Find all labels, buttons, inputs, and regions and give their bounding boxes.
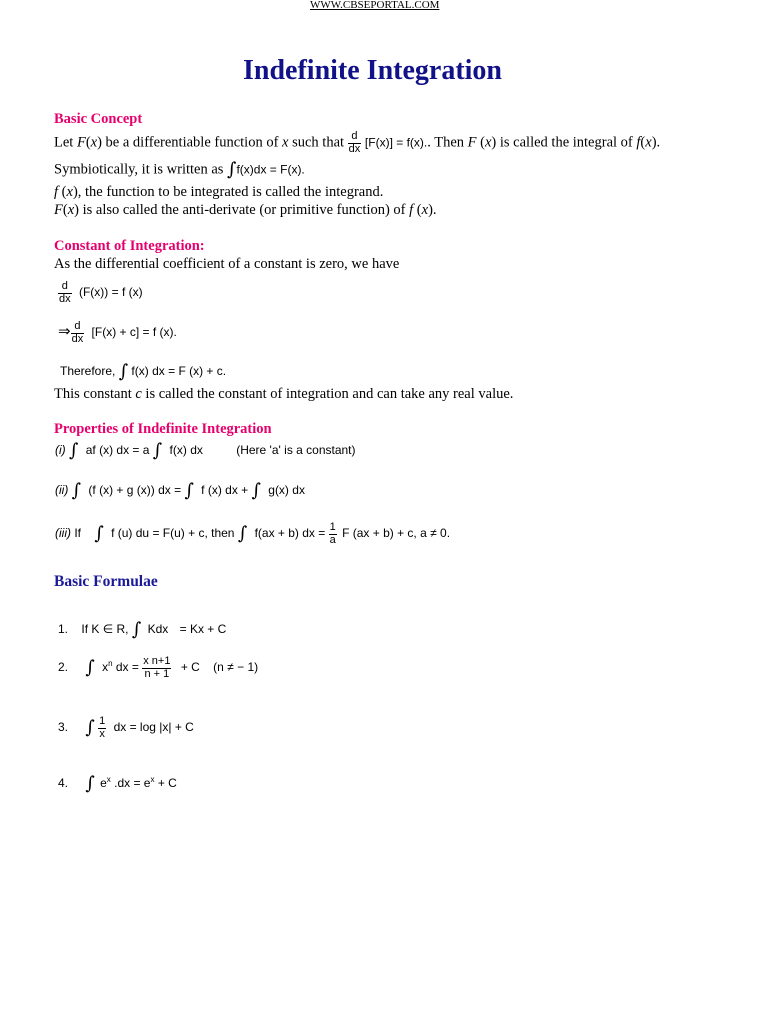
constant-eq-2: ⇒ $\frac{d}{dx}$ [F(x) + c] = f (x). (58, 320, 177, 345)
basic-line-2: Symbiotically, it is written as ∫f(x)dx = F(x). (54, 159, 305, 180)
integral-sign-icon: ∫ (85, 657, 95, 679)
section-heading-constant: Constant of Integration: (54, 238, 205, 254)
formula-2: 2. ∫ $x^n$ dx = $\frac{\text{x n+1}}{n + 1}$ + C (n ≠ − 1) (58, 655, 259, 680)
constant-outro: This constant c is called the constant of integration and can take any real value. (54, 386, 514, 402)
integral-sign-icon: ∫ (85, 773, 95, 794)
formula-3: 3. ∫ $\frac{1}{x}$ dx = log |x| + C (58, 715, 194, 740)
formula-1: 1. If K ∈ R, ∫ Kdx = Kx + C (58, 619, 227, 640)
integral-sign-icon: ∫ (85, 717, 95, 739)
integral-sign-icon: ∫ (237, 523, 248, 545)
integral-sign-icon: ∫ (227, 159, 237, 180)
integral-sign-icon: ∫ (184, 480, 194, 501)
constant-eq-3: Therefore, ∫ f(x) dx = F (x) + c. (60, 361, 227, 382)
basic-line-1: Let F(x) be a differentiable function of x such that $\frac{d}{dx}$ [F(x)] = f(x).. Then F (x) is called the integral of f(x). (54, 130, 661, 155)
page-title: Indefinite Integration (243, 55, 502, 86)
property-3: (iii) If ∫ f (u) du = F(u) + c, then ∫ f(ax + b) dx = $\frac{1}{a}$ F (ax + b) + c, a ≠ 0. (55, 521, 451, 546)
integral-sign-icon: ∫ (131, 619, 142, 640)
integral-sign-icon: ∫ (152, 440, 163, 461)
property-1: (i) ∫ af (x) dx = a ∫ f(x) dx (Here 'a' is a constant) (55, 440, 356, 461)
site-link[interactable]: WWW.CBSEPORTAL.COM (310, 0, 440, 11)
derivative-fraction: $\frac{d}{dx}$ (348, 130, 361, 155)
property-2: (ii) ∫ (f (x) + g (x)) dx = ∫ f (x) dx + ∫ g(x) dx (55, 480, 305, 501)
integral-sign-icon: ∫ (118, 361, 129, 382)
section-heading-properties: Properties of Indefinite Integration (54, 421, 272, 437)
integral-sign-icon: ∫ (94, 523, 104, 545)
integral-sign-icon: ∫ (69, 440, 79, 461)
formula-4: 4. ∫ $e^x$ $.dx = e^x + C$ (58, 773, 177, 794)
integral-sign-icon: ∫ (71, 480, 82, 501)
basic-line-4: F(x) is also called the anti-derivate (or primitive function) of f (x). (54, 202, 437, 218)
section-heading-basic-concept: Basic Concept (54, 111, 143, 127)
constant-intro: As the differential coefficient of a constant is zero, we have (54, 256, 400, 272)
section-heading-formulae: Basic Formulae (54, 573, 158, 590)
constant-eq-1: $\frac{d}{dx}$ (F(x)) = f (x) (59, 280, 143, 305)
basic-line-3: f (x), the function to be integrated is called the integrand. (54, 184, 384, 200)
integral-sign-icon: ∫ (251, 480, 261, 501)
